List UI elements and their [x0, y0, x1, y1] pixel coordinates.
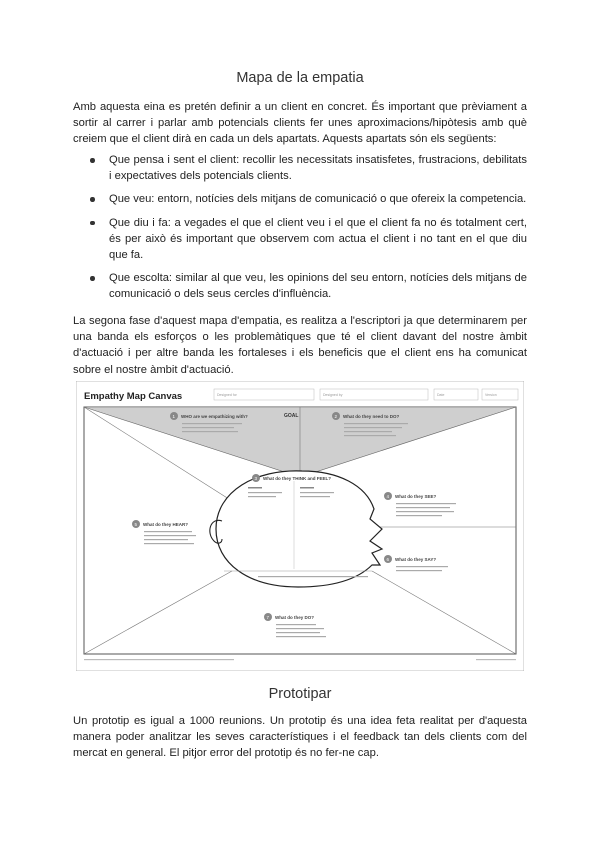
field-date: Date: [437, 393, 445, 397]
field-designed-by: Designed by: [323, 393, 343, 397]
sections-list: [73, 152, 527, 310]
heading-mapa-empatia: Mapa de la empatia: [236, 70, 364, 86]
list-item: Que pensa i sent el client: recollir les necessitats insatisfetes, frustracions, debilitats i expectatives dels potencials clients.: [73, 152, 527, 184]
svg-text:2: 2: [334, 414, 338, 419]
section-do: What do they DO?: [275, 615, 314, 620]
list-item: Que veu: entorn, notícies dels mitjans de comunicació o que ofereix la competencia.: [73, 191, 527, 207]
list-item: Que diu i fa: a vegades el que el client veu i el que el client fa no és totalment cert, és per això és important que observem com actua el client i no tant en el que diu que fa.: [73, 215, 527, 264]
section-who: WHO are we empathizing with?: [181, 414, 248, 419]
intro-paragraph: Amb aquesta eina es pretén definir a un client en concret. És important que prèviament a sortir al carrer i parlar amb potencials clients fer unes aproximacions/hipòtesis amb què creiem que el client dirà en cada un dels apartats. Aquests apartats són els següents:: [73, 101, 527, 146]
field-designed-for: Designed for: [217, 393, 237, 397]
empathy-map-canvas-image: [76, 381, 524, 671]
section-say: What do they SAY?: [395, 557, 437, 562]
section-hear: What do they HEAR?: [143, 522, 188, 527]
section-think-feel: What do they THINK and FEEL?: [263, 476, 331, 481]
canvas-title: Empathy Map Canvas: [84, 391, 183, 402]
heading-prototipar: Prototipar: [268, 686, 332, 702]
goal-label: GOAL: [284, 413, 299, 419]
svg-text:1: 1: [172, 414, 176, 419]
svg-text:7: 7: [266, 615, 270, 620]
prototype-paragraph: Un prototip es igual a 1000 reunions. Un prototip és una idea feta realitat per d'aquesta manera poder analitzar les seves característiques i el feedback tan dels clients com del mercat en general. El pitjor error del prototip és no fer-ne cap.: [73, 715, 527, 760]
second-phase-paragraph: La segona fase d'aquest mapa d'empatia, es realitza a l'escriptori ja que determinarem per una banda els esforços o les problemàtiques que té el client davant del nostre àmbit d'actuació i per altre banda les fortaleses i els beneficis que el client ens ha comunicat sobre el nostre àmbit d'actuació.: [73, 315, 527, 376]
svg-text:3: 3: [254, 476, 258, 481]
svg-text:6: 6: [386, 557, 390, 562]
svg-text:4: 4: [386, 494, 390, 499]
field-version: Version: [485, 393, 497, 397]
section-need: What do they need to DO?: [343, 414, 400, 419]
list-item: Que escolta: similar al que veu, les opinions del seu entorn, notícies dels mitjans de comunicació o dels seus cercles d'influència.: [73, 270, 527, 302]
section-see: What do they SEE?: [395, 494, 437, 499]
svg-text:5: 5: [134, 522, 138, 527]
